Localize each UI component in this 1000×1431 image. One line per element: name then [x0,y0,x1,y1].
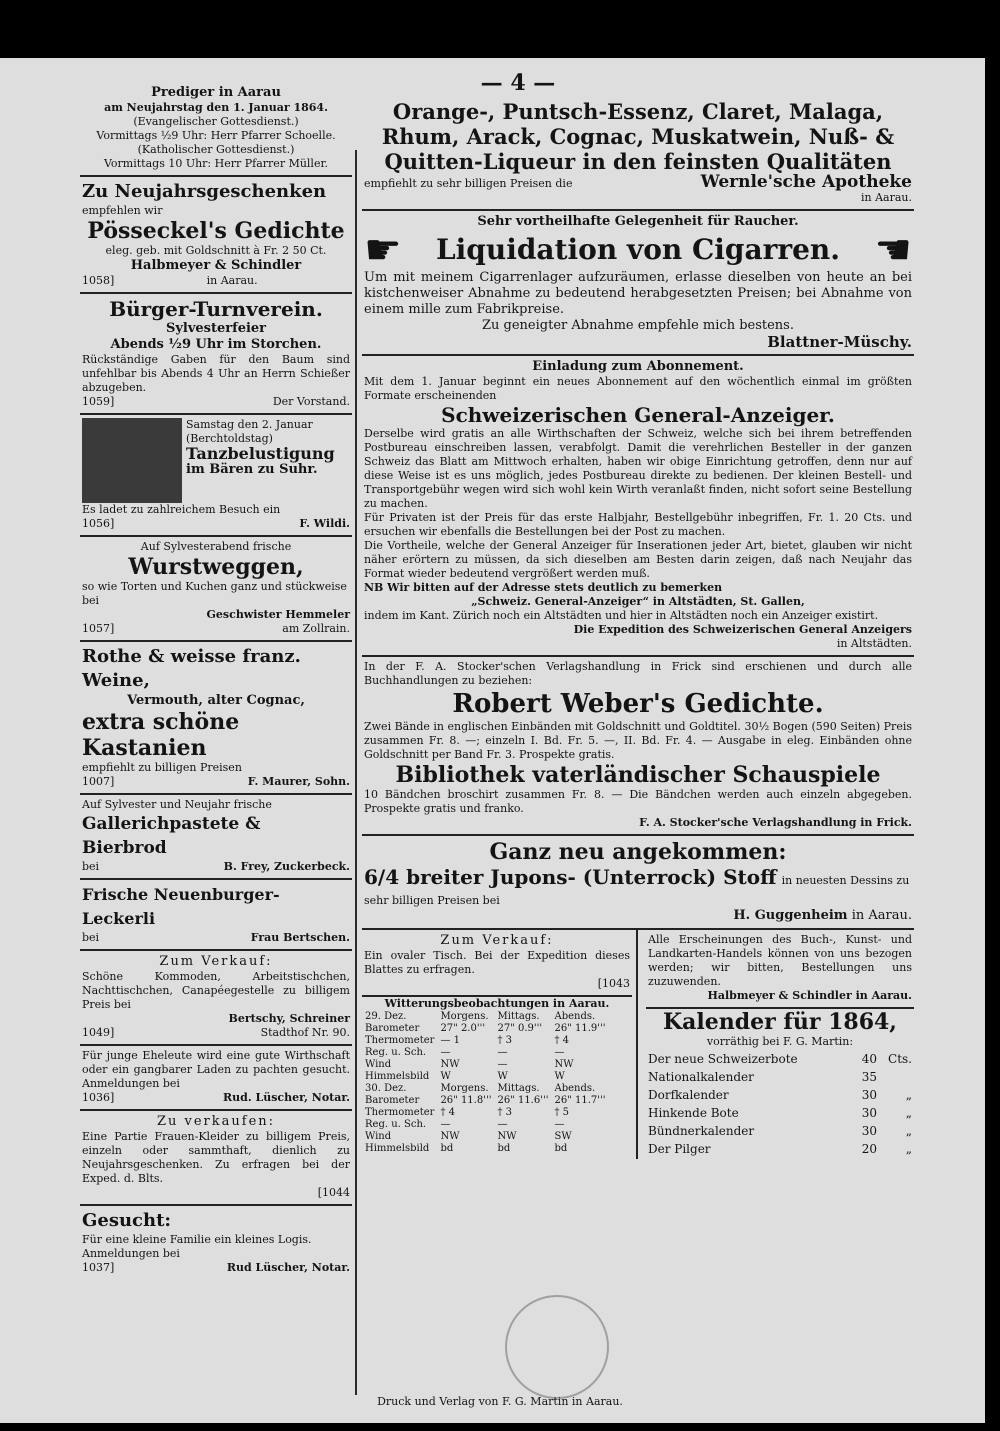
wx-val: — [497,1059,508,1070]
gesucht-title: Gesucht: [82,1210,172,1231]
cigarren-sign: Blattner-Müschy. [767,333,912,351]
kal-price: 40 [861,1052,877,1066]
wirthschaft-seller: Rud. Lüscher, Notar. [223,1091,350,1104]
verlag-sign: F. A. Stocker'sche Verlagshandlung in Frick. [639,816,912,829]
list-item [648,1051,912,1067]
kalender-intro: vorräthig bei F. G. Martin: [706,1035,854,1048]
turnverein-event: Sylvesterfeier [165,321,267,336]
wx-val: 26" 11.7''' [554,1095,606,1106]
ad-verkauf1 [80,951,352,1046]
verlag-book1: Robert Weber's Gedichte. [452,689,824,719]
pastete-bei: bei [82,860,100,873]
ad-turnverein [80,294,352,415]
jupons-title: Ganz neu angekommen: [489,839,787,865]
weine-sub: Vermouth, alter Cognac, [127,693,305,708]
abonnement-sign-place: in Altstädten. [836,637,912,650]
wx-val: † 3 [497,1035,512,1046]
wx-val: NW [440,1059,460,1070]
postmark-stamp [505,1295,609,1399]
wx-val: 26" 11.9''' [554,1023,606,1034]
witterung-title: Witterungsbeobachtungen in Aarau. [384,997,610,1010]
verkauf1-number: 1049] [82,1026,115,1039]
gesucht-seller: Rud Lüscher, Notar. [226,1261,350,1274]
right-column [362,82,914,1421]
wx-val: — [440,1047,451,1058]
kal-unit: „ [905,1124,912,1138]
ad-jupons [362,836,914,930]
prediger-evang-time: Vormittags ½9 Uhr: Herr Pfarrer Schoelle. [96,129,336,142]
abonnement-address: „Schweiz. General-Anzeiger“ in Altstädten, St. Gallen, [471,595,805,608]
wx-label: Reg. u. Sch. [365,1119,427,1130]
wx-h: Mittags. [497,1083,540,1094]
wx-label: Reg. u. Sch. [365,1047,427,1058]
verkauf1-seller: Bertschy, Schreiner [228,1012,350,1025]
abonnement-title: Einladung zum Abonnement. [532,359,744,374]
wx-date-1: 29. Dez. [365,1011,407,1022]
kalender-title: Kalender für 1864, [663,1009,897,1035]
prediger-date: am Neujahrstag den 1. Januar 1864. [104,101,328,114]
verkaufen-title: Zu verkaufen: [156,1114,276,1129]
ad-tanz [80,415,352,537]
wx-label: Himmelsbild [365,1071,430,1082]
cigarren-text: Um mit meinem Cigarrenlager aufzuräumen, erlasse dieselben von heute an bei kistchenweiser Abnahme zu bedeutend herabgesetzten Preisen; bei Abnahme von einem mille zum Fabrikpreise. [364,270,912,317]
wx-label: Himmelsbild [365,1143,430,1154]
kal-unit: „ [905,1088,912,1102]
weine-product: extra schöne Kastanien [82,709,240,761]
kalender-list [646,1049,914,1159]
wx-val: bd [497,1143,511,1154]
essenz-title: Orange-, Puntsch-Essenz, Claret, Malaga, Rhum, Arack, Cognac, Muskatwein, Nuß- & Quitten-Liqueur in den feinsten Qualitäten [381,99,895,174]
wx-val: † 3 [497,1107,512,1118]
list-item [648,1069,912,1085]
neujahr-title: Zu Neujahrsgeschenken [82,181,327,202]
essenz-seller: Wernle'sche Apotheke [700,172,912,192]
kal-unit: Cts. [888,1052,912,1066]
verlag-text2: 10 Bändchen broschirt zusammen Fr. 8. — Die Bändchen werden auch einzeln abgegeben. Prospekte gratis und franko. [364,788,912,815]
ad-gesucht [80,1206,352,1279]
weine-seller: F. Maurer, Sohn. [247,775,350,788]
neujahr-place: in Aarau. [206,274,258,287]
prediger-evang: (Evangelischer Gottesdienst.) [133,115,299,128]
ad-kalender [646,1009,914,1159]
ad-buchhandel [646,930,914,1009]
ad-wirthschaft [80,1046,352,1111]
abonnement-sign: Die Expedition des Schweizerischen General Anzeigers [573,623,912,636]
wx-h: Abends. [554,1011,596,1022]
wx-val: — 1 [440,1035,460,1046]
ad-weine [80,642,352,795]
bottom-right [646,930,914,1159]
verkaufen-number: [1044 [317,1186,350,1199]
page-number: — 4 — [480,70,556,96]
prediger-kath: (Katholischer Gottesdienst.) [137,143,295,156]
verlag-text1: Zwei Bände in englischen Einbänden mit Goldschnitt und Goldtitel. 30½ Bogen (590 Seiten) Preis zusammen Fr. 8. —; einzeln I. Bd. Fr. 5. —, II. Bd. Fr. 4. — Ausgabe in eleg. Einbänden ohne Goldschnitt per Band Fr. 3. Prospekte gratis. [364,720,912,761]
weather-table [362,1011,608,1155]
list-item [648,1123,912,1139]
wurst-number: 1057] [82,622,115,635]
bottom-left [362,930,638,1159]
ad-prediger [80,82,352,177]
wx-label: Thermometer [365,1107,435,1118]
wx-val: NW [440,1131,460,1142]
gesucht-text: Für eine kleine Familie ein kleines Logis. Anmeldungen bei [82,1233,312,1260]
ad-cigarren [362,211,914,356]
wx-val: W [497,1071,508,1082]
wx-date-2: 30. Dez. [365,1083,407,1094]
ad-wurst [80,537,352,642]
kal-price: 20 [861,1142,877,1156]
weine-number: 1007] [82,775,115,788]
wurst-text1: Auf Sylvesterabend frische [140,540,292,553]
ad-tisch [362,930,632,997]
neujahr-product: Pösseckel's Gedichte [87,218,345,244]
wx-val: — [554,1119,565,1130]
kal-price: 30 [861,1088,877,1102]
wx-val: W [440,1071,451,1082]
kal-unit [879,1069,912,1085]
wx-val: † 5 [554,1107,570,1118]
wx-val: bd [440,1143,454,1154]
tanz-text1: Samstag den 2. Januar (Berchtoldstag) [186,418,313,445]
pointing-hand-right-icon: ☛ [364,225,402,274]
column-divider [355,150,357,1395]
kal-name: Nationalkalender [648,1070,754,1084]
buchhandel-seller: Halbmeyer & Schindler in Aarau. [707,989,912,1002]
left-column [80,82,352,1421]
abonnement-paper: Schweizerischen General-Anzeiger. [441,403,835,427]
wx-val: 27" 2.0''' [440,1023,486,1034]
imprint: Druck und Verlag von F. G. Martin in Aarau. [377,1395,623,1408]
wx-val: NW [497,1131,517,1142]
kal-name: Der neue Schweizerbote [648,1052,798,1066]
neujahr-details: eleg. geb. mit Goldschnitt à Fr. 2 50 Ct. [105,244,327,257]
verkauf1-title: Zum Verkauf: [159,954,273,969]
wirthschaft-number: 1036] [82,1091,115,1104]
kal-name: Bündnerkalender [648,1124,755,1138]
cigarren-text2: Zu geneigter Abnahme empfehle mich bestens. [482,318,794,333]
wx-val: — [497,1047,508,1058]
turnverein-sign: Der Vorstand. [272,395,350,408]
jupons-place: in Aarau. [851,908,912,923]
bottom-section [362,930,914,1159]
weine-text: empfiehlt zu billigen Preisen [82,761,242,774]
tanz-number: 1056] [82,517,115,530]
kal-price: 35 [861,1070,877,1084]
tanz-sign: F. Wildi. [299,517,350,530]
buchhandel-text: Alle Erscheinungen des Buch-, Kunst- und Landkarten-Handels können von uns bezogen werden; wir bitten, Bestellungen uns zuzuwenden. [648,933,912,988]
wx-label: Barometer [365,1095,420,1106]
abonnement-intro: Mit dem 1. Januar beginnt ein neues Abonnement auf den wöchentlich einmal im größten Formate erscheinenden [364,375,912,402]
abonnement-p2: Für Privaten ist der Preis für das erste Halbjahr, Bestellgebühr inbegriffen, Fr. 1. 20 Cts. und ersuchen wir ebenfalls die Bestellungen bei der Post zu machen. [364,511,912,538]
tanz-text2: Es ladet zu zahlreichem Besuch ein [82,503,281,516]
wx-h: Abends. [554,1083,596,1094]
verkauf1-text: Schöne Kommoden, Arbeitstischchen, Nachttischchen, Canapéegestelle zu billigem Preis bei [82,970,350,1011]
wx-h: Morgens. [440,1083,489,1094]
leckerli-seller: Frau Bertschen. [250,931,350,944]
wx-label: Wind [365,1131,392,1142]
pastete-text1: Auf Sylvester und Neujahr frische [82,798,272,811]
abonnement-nb: NB Wir bitten auf der Adresse stets deutlich zu bemerken [364,581,723,594]
wx-h: Mittags. [497,1011,540,1022]
essenz-text: empfiehlt zu sehr billigen Preisen die [364,177,573,190]
ad-abonnement [362,356,914,657]
leckerli-bei: bei [82,931,100,944]
ad-verkaufen [80,1111,352,1206]
ad-neujahr [80,177,352,294]
cigarren-headline: Sehr vortheilhafte Gelegenheit für Raucher. [477,214,799,229]
wx-val: 26" 11.8''' [440,1095,492,1106]
turnverein-number: 1059] [82,395,115,408]
neujahr-seller: Halbmeyer & Schindler [130,258,302,273]
wx-label: Barometer [365,1023,420,1034]
jupons-product: 6/4 breiter Jupons- (Unterrock) Stoff [364,865,777,889]
essenz-place: in Aarau. [861,191,912,204]
tanz-title: Tanzbelustigung [186,444,335,463]
tisch-title: Zum Verkauf: [440,933,554,948]
wurst-title: Wurstweggen, [128,554,304,580]
leckerli-title: Frische Neuenburger-Leckerli [82,885,280,928]
kal-price: 30 [861,1124,877,1138]
prediger-kath-time: Vormittags 10 Uhr: Herr Pfarrer Müller. [103,157,329,170]
wx-val: † 4 [554,1035,570,1046]
ad-essenz [362,82,914,211]
kal-name: Hinkende Bote [648,1106,739,1120]
list-item [648,1105,912,1121]
abonnement-p3: Die Vortheile, welche der General Anzeiger für Inserationen jeder Art, bietet, glauben wir nicht näher erörtern zu müssen, da sich dieselben am Besten darin zeigen, daß nach Neujahr das Format wieder bedeutend vergrößert werden muß. [364,539,912,580]
wx-val: 26" 11.6''' [497,1095,549,1106]
dancers-illustration [82,418,182,503]
verkaufen-text: Eine Partie Frauen-Kleider zu billigem Preis, einzeln oder sammthaft, dienlich zu Neujahrsgeschenken. Zu erfragen bei der Exped. d. Blts. [82,1130,350,1185]
jupons-seller: H. Guggenheim [733,908,848,923]
turnverein-time: Abends ½9 Uhr im Storchen. [110,337,322,352]
pastete-title: Gallerichpastete & Bierbrod [82,814,261,858]
kal-name: Dorfkalender [648,1088,729,1102]
kal-price: 30 [861,1106,877,1120]
list-item [648,1141,912,1157]
wurst-place: am Zollrain. [282,622,350,635]
weine-title: Rothe & weisse franz. Weine, [82,646,301,691]
weather-block [362,997,632,1155]
kal-name: Der Pilger [648,1142,711,1156]
wx-val: — [497,1119,508,1130]
pointing-hand-left-icon: ☚ [874,225,912,274]
list-item [648,1087,912,1103]
wx-val: — [554,1047,565,1058]
wirthschaft-text: Für junge Eheleute wird eine gute Wirthschaft oder ein gangbarer Laden zu pachten gesucht. Anmeldungen bei [82,1049,350,1090]
wurst-seller: Geschwister Hemmeler [206,608,350,621]
turnverein-text: Rückständige Gaben für den Baum sind unfehlbar bis Abends 4 Uhr an Herrn Schießer abzugeben. [82,353,350,394]
wx-h: Morgens. [440,1011,489,1022]
verlag-book2: Bibliothek vaterländischer Schauspiele [395,762,881,788]
neujahr-intro: empfehlen wir [82,204,163,217]
wurst-text2: so wie Torten und Kuchen ganz und stückweise bei [82,580,347,607]
verkauf1-place: Stadthof Nr. 90. [260,1026,350,1039]
kal-unit: „ [905,1106,912,1120]
ad-leckerli [80,880,352,951]
wx-label: Wind [365,1059,392,1070]
tanz-place: im Bären zu Suhr. [186,462,318,477]
kal-unit: „ [905,1142,912,1156]
wx-val: — [440,1119,451,1130]
ad-pastete [80,795,352,880]
wx-val: bd [554,1143,568,1154]
verlag-intro: In der F. A. Stocker'schen Verlagshandlung in Frick sind erschienen und durch alle Buchhandlungen zu beziehen: [364,660,912,687]
wx-label: Thermometer [365,1035,435,1046]
ad-verlag [362,657,914,836]
abonnement-p4: indem im Kant. Zürich noch ein Altstädten und hier in Altstädten noch ein Anzeiger existirt. [364,609,879,622]
pastete-seller: B. Frey, Zuckerbeck. [223,860,350,873]
tisch-text: Ein ovaler Tisch. Bei der Expedition dieses Blattes zu erfragen. [364,949,630,976]
wx-val: W [554,1071,565,1082]
wx-val: † 4 [440,1107,455,1118]
prediger-title: Prediger in Aarau [151,85,281,100]
cigarren-title: Liquidation von Cigarren. [435,233,841,266]
wx-val: 27" 0.9''' [497,1023,543,1034]
gesucht-number: 1037] [82,1261,115,1274]
abonnement-p1: Derselbe wird gratis an alle Wirthschaften der Schweiz, welche sich bei ihrem betreffenden Postbureau einschreiben lassen, verabfolgt. Damit die verehrlichen Besteller in der ganzen Schweiz das Blatt am Mittwoch erhalten, haben wir obige Einrichtung getroffen, denn nur auf diese Weise ist es uns möglich, jedes Postbureau direkte zu bedienen. Der kleinen Bestell- und Transportgebühr wegen wird sich wohl kein Wirth veranlaßt finden, nicht sofort seine Bestellung zu machen. [364,427,912,510]
neujahr-number: 1058] [82,274,115,287]
wx-val: NW [554,1059,574,1070]
jupons-text: in neuesten Dessins zu sehr billigen Preisen bei [364,874,910,907]
tisch-number: [1043 [597,977,630,990]
turnverein-title: Bürger-Turnverein. [109,297,323,321]
wx-val: SW [554,1131,572,1142]
